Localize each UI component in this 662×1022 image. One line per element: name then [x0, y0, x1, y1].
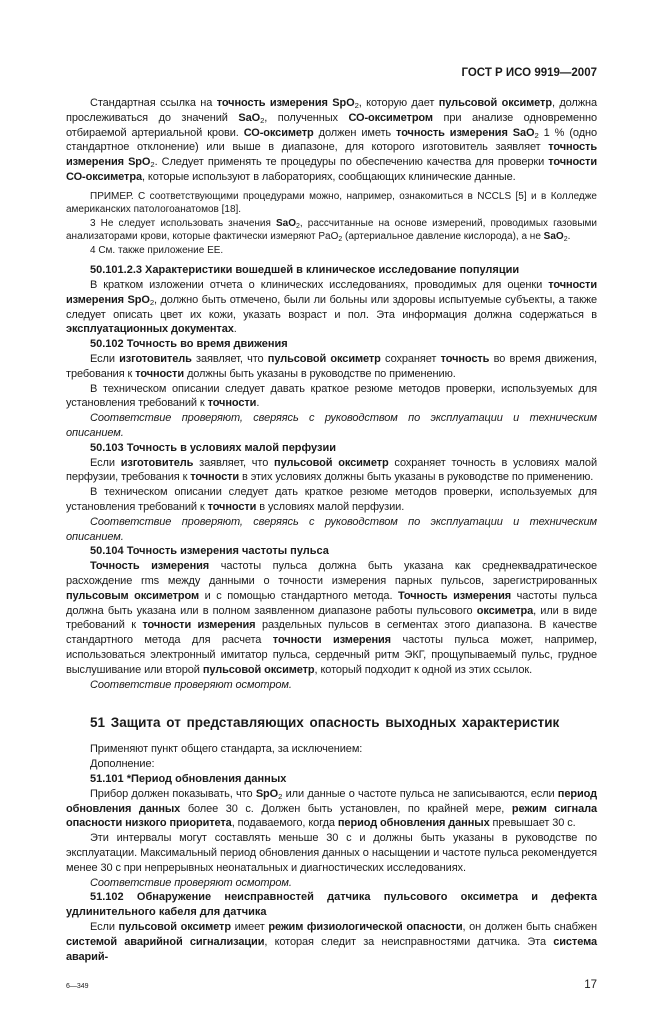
paragraph — [66, 742, 597, 757]
text-run: 51 Защита от представляющих опасность выходных характеристик — [90, 715, 560, 731]
bold-term: изготовитель — [119, 353, 192, 366]
text-run: превышает 30 с. — [489, 817, 576, 830]
print-code: 6—349 — [66, 983, 89, 991]
subscript: 2 — [296, 222, 300, 230]
text-run: , рассчитанные на основе измерений, проводимых газовыми анализаторами крови, которые фактически измеряют PaO — [66, 217, 597, 243]
bold-term: пульсовой оксиметр — [274, 456, 389, 469]
text-run: В техническом описании следует давать краткое резюме методов проверки, используемых для установления требований к — [66, 382, 597, 410]
text-run: Соответствие проверяют осмотром. — [90, 876, 292, 889]
text-run: , полученных — [264, 111, 349, 124]
bold-term: режим сигнала опасности низкого приоритета — [66, 802, 597, 830]
bold-term: точность измерения SpO — [216, 97, 355, 109]
text-run: 4 См. также приложение ЕЕ. — [90, 244, 224, 256]
text-run: должны быть указаны в руководстве по применению. — [183, 367, 456, 380]
text-run: Прибор должен показывать, что — [90, 787, 256, 800]
bold-term: пульсовой оксиметр — [202, 663, 315, 676]
text-run: Соответствие проверяют, сверяясь с руководством по эксплуатации и техническим описанием. — [66, 515, 597, 543]
text-run: заявляет, что — [191, 353, 268, 366]
text-run: , должна прослеживаться до значений — [66, 97, 598, 124]
text-run: , должно быть отмечено, были ли больны или здоровы испытуемые субъекты, а также следует описать цвет их кожи, указать возраст и пол. Эта информация должна содержаться в — [66, 293, 597, 321]
page-footer — [66, 978, 597, 992]
note — [66, 217, 597, 244]
bold-term: период обновления данных — [66, 787, 597, 815]
text-run: Если — [90, 920, 119, 933]
section-heading — [66, 441, 597, 456]
paragraph — [66, 456, 597, 486]
bold-term: SpO — [255, 787, 279, 800]
text-run: имеет — [230, 920, 269, 933]
subscript: 2 — [534, 130, 539, 140]
text-run: в этих условиях должны быть указаны в руководстве по применению. — [239, 471, 594, 484]
text-run: ПРИМЕР. С соответствующими процедурами можно, например, ознакомиться в NCCLS [5] и в Колледже американских патологоанатомов [18]. — [66, 190, 597, 216]
text-run: 50.103 Точность в условиях малой перфузии — [90, 441, 336, 454]
text-run: (артериальное давление кислорода), а не — [342, 231, 544, 243]
text-run: в условиях малой перфузии. — [256, 501, 405, 514]
paragraph — [66, 757, 597, 772]
text-run: , подаваемого, когда — [231, 817, 338, 830]
text-run: . — [256, 397, 260, 410]
paragraph — [66, 352, 597, 382]
text-run: 50.102 Точность во время движения — [90, 338, 288, 351]
text-run: . Следует применять те процедуры по обеспечению качества для проверки — [154, 156, 549, 169]
subscript: 2 — [354, 101, 359, 110]
subscript: 2 — [338, 236, 343, 244]
text-run: Если — [90, 353, 120, 366]
bold-term: точности — [207, 501, 257, 514]
bold-term: оксиметра — [476, 604, 534, 617]
bold-term: системой аварийной сигнализации — [66, 935, 265, 948]
text-run: В кратком изложении отчета о клинических исследованиях, проводимых для оценки — [90, 279, 549, 292]
text-run: , он должен быть снабжен — [462, 920, 597, 933]
chapter-heading — [90, 714, 597, 732]
bold-term: СО-оксиметром — [348, 111, 433, 124]
text-run: при анализе одновременно отбираемой артериальной крови. — [66, 111, 597, 139]
text-run: , которые используют в лабораториях, сообщающих клинические данные. — [141, 170, 516, 183]
text-run: Дополнение: — [90, 758, 155, 771]
paragraph — [66, 831, 597, 875]
text-run: частоты пульса должна быть указана или в полном заявленном диапазоне работы пульсового — [66, 589, 597, 617]
text-run: , которая следит за неисправностями датчика. Эта — [264, 935, 554, 948]
paragraph — [66, 787, 597, 831]
subscript: 2 — [278, 791, 283, 801]
text-run: Если — [90, 456, 121, 469]
text-run: 51.102 Обнаружение неисправностей датчика пульсового оксиметра и дефекта удлинительного кабеля для датчика — [66, 891, 597, 919]
bold-term: точности — [190, 471, 240, 484]
text-run: во время движения, требования к — [66, 353, 598, 380]
subscript: 2 — [563, 236, 568, 244]
text-run: 51.101 *Период обновления данных — [90, 772, 287, 785]
bold-term: точности измерения SpO — [66, 279, 597, 306]
text-run: В техническом описании следует дать краткое резюме методов проверки, используемых для установления требований к — [66, 486, 597, 514]
bold-term: точность измерения SaO — [396, 126, 535, 139]
section-heading — [66, 263, 597, 278]
bold-term: СО-оксиметр — [243, 126, 314, 139]
bold-term: точности — [207, 397, 257, 410]
subscript: 2 — [150, 160, 155, 170]
bold-term: точности измерения — [142, 619, 256, 632]
bold-term: Точность измерения — [397, 589, 512, 602]
bold-term: точности измерения — [272, 634, 392, 647]
note — [66, 244, 597, 258]
subscript: 2 — [260, 115, 265, 125]
paragraph — [66, 559, 597, 677]
text-run: и с помощью стандартного метода. — [199, 589, 398, 602]
bold-term: изготовитель — [120, 456, 194, 469]
text-run: сохраняет точность в условиях малой перфузии, требования к — [66, 456, 597, 484]
conformance-statement — [66, 515, 597, 545]
text-run: 50.104 Точность измерения частоты пульса — [90, 545, 329, 558]
conformance-statement — [66, 876, 597, 891]
text-run: Соответствие проверяют осмотром. — [90, 678, 292, 691]
conformance-statement — [66, 411, 597, 441]
bold-term: пульсовой оксиметр — [438, 97, 552, 109]
paragraph — [66, 96, 597, 185]
bold-term: пульсовой оксиметр — [118, 920, 231, 933]
text-run: . — [567, 231, 571, 243]
bold-term: период обновления данных — [337, 817, 490, 830]
text-run: раздельных пульсов в сегментах этого диапазона. В качестве стандартного метода для расчета — [66, 619, 597, 647]
section-heading — [66, 544, 597, 559]
text-run: сохраняет — [380, 353, 441, 366]
text-run: должен иметь — [313, 126, 397, 139]
text-run: Соответствие проверяют, сверяясь с руководством по эксплуатации и техническим описанием. — [66, 412, 597, 440]
text-run: , которую дает — [358, 97, 439, 109]
text-run: , или в виде требований к — [66, 604, 598, 632]
section-heading — [66, 890, 597, 920]
bold-term: SaO — [543, 231, 564, 243]
paragraph — [66, 920, 597, 964]
paragraph — [66, 485, 597, 515]
text-run: заявляет, что — [193, 456, 275, 469]
document-code-header: ГОСТ Р ИСО 9919—2007 — [461, 67, 597, 79]
text-run: или данные о частоте пульса не записываются, если — [282, 787, 558, 800]
bold-term: SaO — [238, 111, 261, 124]
bold-term: точность измерения SpO — [66, 141, 597, 169]
section-heading — [66, 337, 597, 352]
bold-term: SaO — [276, 217, 297, 229]
bold-term: режим физиологической опасности — [268, 920, 463, 933]
conformance-statement — [66, 678, 597, 693]
text-run: . — [233, 323, 237, 336]
text-run: 3 Не следует использовать значения — [90, 217, 276, 229]
paragraph — [66, 382, 597, 412]
text-run: 50.101.2.3 Характеристики вошедшей в клиническое исследование популяции — [90, 264, 520, 277]
text-run: Эти интервалы могут составлять меньше 30 с и должны быть указаны в руководстве по эксплуатации. Максимальный период обновления данных о насыщении и частоте пульса рекомендуется менее 30 с при непрерывных неонатальных и диагностических исследованиях. — [66, 832, 597, 874]
bold-term: эксплуатационных документах — [66, 323, 234, 336]
text-run: частоты пульса должна быть указана как среднеквадратическое расхождение rms между данными о точности измерения парных пульсов, зарегистрированных — [66, 560, 597, 588]
bold-term: точности — [135, 367, 184, 380]
bold-term: точность — [440, 353, 490, 366]
bold-term: пульсовым оксиметром — [66, 589, 200, 602]
bold-term: точности СО-оксиметра — [66, 156, 597, 183]
text-run: , который подходит к одной из этих ссылок. — [314, 663, 533, 676]
note — [66, 190, 597, 217]
bold-term: пульсовой оксиметр — [267, 353, 381, 366]
bold-term: система аварий- — [66, 935, 597, 963]
page-number: 17 — [584, 979, 597, 992]
text-run: более 30 с. Должен быть установлен, по крайней мере, — [180, 802, 512, 815]
section-heading — [66, 772, 597, 787]
text-run: частоты пульса может, например, использоваться электронный имитатор пульса, сердечный ритм ЭКГ, прощупываемый пульс, грудное выслушивание или второй — [66, 634, 597, 676]
subscript: 2 — [149, 297, 154, 307]
text-run: Применяют пункт общего стандарта, за исключением: — [90, 743, 363, 756]
text-run: 1 % (одно стандартное отклонение) или выше в диапазоне, для которого изготовитель заявляет — [66, 126, 597, 154]
bold-term: Точность измерения — [90, 560, 210, 573]
document-body — [66, 96, 597, 964]
text-run: Стандартная ссылка на — [90, 97, 217, 109]
paragraph — [66, 278, 597, 337]
